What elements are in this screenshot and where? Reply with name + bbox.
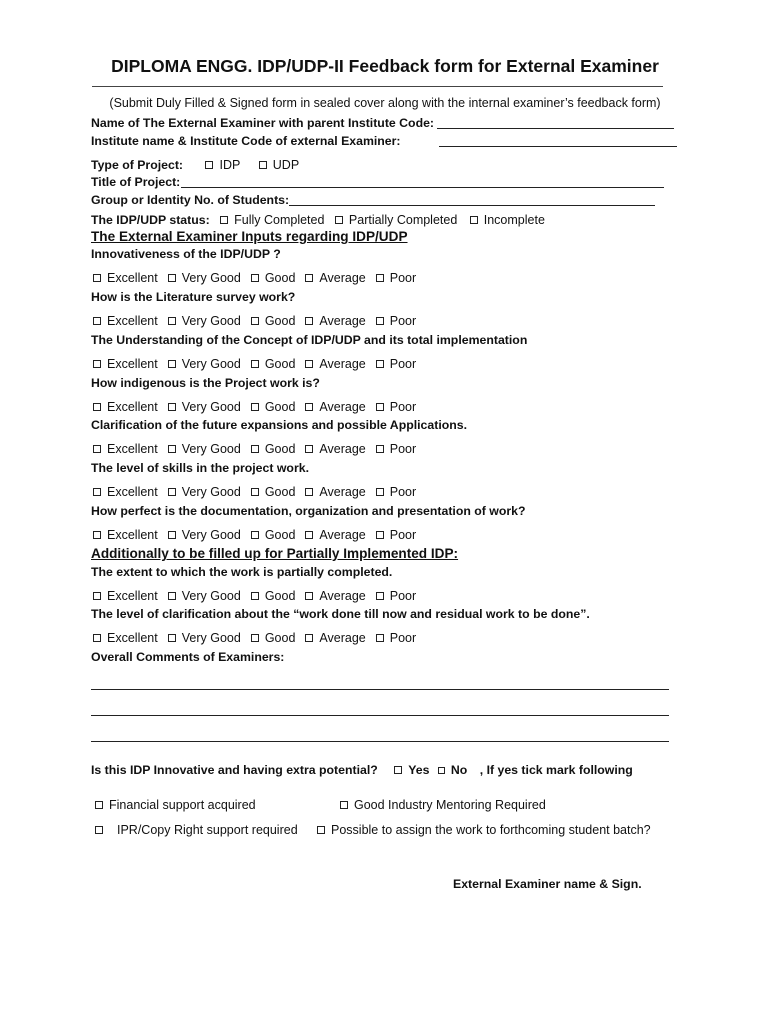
innovative-question: Is this IDP Innovative and having extra potential? bbox=[91, 763, 378, 777]
checkbox-icon bbox=[251, 488, 259, 496]
rating-average-option[interactable]: Average bbox=[305, 314, 365, 328]
rating-poor-option[interactable]: Poor bbox=[376, 271, 416, 285]
comments-line-3[interactable] bbox=[91, 741, 669, 742]
checkbox-icon bbox=[93, 531, 101, 539]
rating-very-good-option[interactable]: Very Good bbox=[168, 485, 241, 499]
checkbox-icon bbox=[376, 592, 384, 600]
if-yes-note: , If yes tick mark following bbox=[479, 763, 633, 777]
submission-note: (Submit Duly Filled & Signed form in sealed cover along with the internal examiner’s feedback form) bbox=[109, 96, 661, 110]
rating-excellent-option[interactable]: Excellent bbox=[93, 357, 158, 371]
rating-poor-option[interactable]: Poor bbox=[376, 589, 416, 603]
rating-good-option[interactable]: Good bbox=[251, 400, 296, 414]
rating-good-option[interactable]: Good bbox=[251, 589, 296, 603]
checkbox-icon bbox=[93, 445, 101, 453]
comments-line-2[interactable] bbox=[91, 715, 669, 716]
rating-average-option[interactable]: Average bbox=[305, 442, 365, 456]
checkbox-no[interactable]: No bbox=[438, 763, 467, 777]
checkbox-icon bbox=[95, 826, 103, 834]
checkbox-icon bbox=[251, 634, 259, 642]
rating-good-option[interactable]: Good bbox=[251, 528, 296, 542]
checkbox-icon bbox=[168, 531, 176, 539]
checkbox-icon bbox=[340, 801, 348, 809]
checkbox-icon bbox=[168, 403, 176, 411]
rating-excellent-option[interactable]: Excellent bbox=[93, 400, 158, 414]
rating-excellent-option[interactable]: Excellent bbox=[93, 528, 158, 542]
rating-average-option[interactable]: Average bbox=[305, 528, 365, 542]
section-heading-inputs: The External Examiner Inputs regarding IDP/UDP bbox=[91, 229, 408, 244]
rating-options-q1 bbox=[93, 271, 416, 285]
rating-good-option[interactable]: Good bbox=[251, 357, 296, 371]
examiner-name-field[interactable] bbox=[437, 128, 674, 129]
question-q7: How perfect is the documentation, organization and presentation of work? bbox=[91, 504, 526, 518]
section-heading-partial: Additionally to be filled up for Partially Implemented IDP: bbox=[91, 546, 459, 561]
checkbox-icon bbox=[305, 445, 313, 453]
question-q2: How is the Literature survey work? bbox=[91, 290, 296, 304]
rating-options-q5 bbox=[93, 442, 416, 456]
checkbox-ipr-support[interactable]: IPR/Copy Right support required bbox=[95, 823, 298, 837]
checkbox-icon bbox=[305, 403, 313, 411]
checkbox-icon bbox=[305, 592, 313, 600]
checkbox-icon bbox=[168, 634, 176, 642]
checkbox-assign-work[interactable]: Possible to assign the work to forthcoming student batch? bbox=[317, 823, 651, 837]
rating-options-q6 bbox=[93, 485, 416, 499]
overall-comments-label: Overall Comments of Examiners: bbox=[91, 650, 285, 664]
checkbox-icon bbox=[376, 445, 384, 453]
checkbox-icon bbox=[376, 403, 384, 411]
signature-label: External Examiner name & Sign. bbox=[453, 877, 642, 891]
checkbox-icon bbox=[305, 488, 313, 496]
rating-poor-option[interactable]: Poor bbox=[376, 485, 416, 499]
checkbox-icon bbox=[305, 531, 313, 539]
checkbox-icon bbox=[376, 317, 384, 325]
rating-good-option[interactable]: Good bbox=[251, 271, 296, 285]
question-partial-q2: The level of clarification about the “work done till now and residual work to be done”. bbox=[91, 607, 590, 621]
checkbox-icon bbox=[470, 216, 478, 224]
checkbox-icon bbox=[168, 274, 176, 282]
rating-options-q7 bbox=[93, 528, 416, 542]
status-label: The IDP/UDP status: bbox=[91, 213, 210, 227]
question-partial-q1: The extent to which the work is partially completed. bbox=[91, 565, 393, 579]
rating-excellent-option[interactable]: Excellent bbox=[93, 485, 158, 499]
examiner-name-label: Name of The External Examiner with parent Institute Code: bbox=[91, 116, 435, 130]
project-type-row bbox=[91, 156, 299, 174]
rating-options-partial-q2 bbox=[93, 631, 416, 645]
rating-average-option[interactable]: Average bbox=[305, 485, 365, 499]
rating-options-partial-q1 bbox=[93, 589, 416, 603]
checkbox-icon bbox=[95, 801, 103, 809]
checkbox-icon bbox=[251, 360, 259, 368]
question-q3: The Understanding of the Concept of IDP/UDP and its total implementation bbox=[91, 333, 528, 347]
rating-very-good-option[interactable]: Very Good bbox=[168, 442, 241, 456]
innovative-row bbox=[91, 761, 633, 779]
rating-poor-option[interactable]: Poor bbox=[376, 528, 416, 542]
question-q1: Innovativeness of the IDP/UDP ? bbox=[91, 247, 281, 261]
checkbox-industry-mentoring[interactable]: Good Industry Mentoring Required bbox=[340, 798, 546, 812]
rating-average-option[interactable]: Average bbox=[305, 271, 365, 285]
checkbox-icon bbox=[251, 403, 259, 411]
rating-average-option[interactable]: Average bbox=[305, 357, 365, 371]
checkbox-icon bbox=[93, 634, 101, 642]
checkbox-icon bbox=[205, 161, 213, 169]
checkbox-icon bbox=[168, 360, 176, 368]
checkbox-icon bbox=[305, 317, 313, 325]
checkbox-icon bbox=[93, 592, 101, 600]
checkbox-icon bbox=[93, 360, 101, 368]
question-q4: How indigenous is the Project work is? bbox=[91, 376, 320, 390]
rating-very-good-option[interactable]: Very Good bbox=[168, 528, 241, 542]
checkbox-icon bbox=[394, 766, 402, 774]
rating-excellent-option[interactable]: Excellent bbox=[93, 271, 158, 285]
rating-excellent-option[interactable]: Excellent bbox=[93, 442, 158, 456]
question-q6: The level of skills in the project work. bbox=[91, 461, 309, 475]
status-row bbox=[91, 211, 545, 229]
rating-poor-option[interactable]: Poor bbox=[376, 314, 416, 328]
checkbox-icon bbox=[93, 274, 101, 282]
rating-very-good-option[interactable]: Very Good bbox=[168, 631, 241, 645]
rating-average-option[interactable]: Average bbox=[305, 631, 365, 645]
question-q5: Clarification of the future expansions and possible Applications. bbox=[91, 418, 468, 432]
checkbox-icon bbox=[305, 274, 313, 282]
group-label: Group or Identity No. of Students: bbox=[91, 193, 290, 207]
institute-field[interactable] bbox=[439, 146, 677, 147]
rating-very-good-option[interactable]: Very Good bbox=[168, 314, 241, 328]
rating-very-good-option[interactable]: Very Good bbox=[168, 357, 241, 371]
checkbox-yes[interactable]: Yes bbox=[394, 763, 429, 777]
rating-poor-option[interactable]: Poor bbox=[376, 357, 416, 371]
rating-good-option[interactable]: Good bbox=[251, 631, 296, 645]
checkbox-icon bbox=[438, 767, 445, 774]
checkbox-icon bbox=[305, 360, 313, 368]
institute-label: Institute name & Institute Code of external Examiner: bbox=[91, 134, 401, 148]
rating-excellent-option[interactable]: Excellent bbox=[93, 314, 158, 328]
comments-line-1[interactable] bbox=[91, 689, 669, 690]
group-field[interactable] bbox=[289, 205, 655, 206]
checkbox-icon bbox=[305, 634, 313, 642]
checkbox-icon bbox=[251, 592, 259, 600]
checkbox-icon bbox=[376, 531, 384, 539]
checkbox-icon bbox=[93, 488, 101, 496]
rating-excellent-option[interactable]: Excellent bbox=[93, 589, 158, 603]
checkbox-icon bbox=[317, 826, 325, 834]
checkbox-icon bbox=[251, 274, 259, 282]
project-type-label: Type of Project: bbox=[91, 158, 184, 172]
rating-very-good-option[interactable]: Very Good bbox=[168, 589, 241, 603]
rating-very-good-option[interactable]: Very Good bbox=[168, 400, 241, 414]
checkbox-icon bbox=[335, 216, 343, 224]
project-title-label: Title of Project: bbox=[91, 175, 181, 189]
checkbox-icon bbox=[93, 317, 101, 325]
rating-average-option[interactable]: Average bbox=[305, 400, 365, 414]
rating-options-q2 bbox=[93, 314, 416, 328]
checkbox-icon bbox=[376, 274, 384, 282]
checkbox-icon bbox=[168, 488, 176, 496]
rating-options-q3 bbox=[93, 357, 416, 371]
checkbox-idp[interactable]: IDP bbox=[205, 158, 240, 172]
checkbox-icon bbox=[376, 634, 384, 642]
checkbox-partially-completed[interactable]: Partially Completed bbox=[335, 213, 457, 227]
checkbox-icon bbox=[251, 531, 259, 539]
checkbox-icon bbox=[376, 360, 384, 368]
form-title: DIPLOMA ENGG. IDP/UDP-II Feedback form for External Examiner bbox=[111, 56, 659, 76]
rating-average-option[interactable]: Average bbox=[305, 589, 365, 603]
project-title-field[interactable] bbox=[181, 187, 664, 188]
rating-very-good-option[interactable]: Very Good bbox=[168, 271, 241, 285]
title-divider bbox=[92, 86, 663, 87]
checkbox-udp[interactable]: UDP bbox=[259, 158, 299, 172]
checkbox-icon bbox=[376, 488, 384, 496]
checkbox-financial-support[interactable]: Financial support acquired bbox=[95, 798, 256, 812]
checkbox-icon bbox=[251, 317, 259, 325]
rating-good-option[interactable]: Good bbox=[251, 442, 296, 456]
checkbox-fully-completed[interactable]: Fully Completed bbox=[220, 213, 324, 227]
checkbox-icon bbox=[220, 216, 228, 224]
checkbox-icon bbox=[251, 445, 259, 453]
checkbox-icon bbox=[168, 592, 176, 600]
checkbox-icon bbox=[259, 161, 267, 169]
rating-options-q4 bbox=[93, 400, 416, 414]
rating-poor-option[interactable]: Poor bbox=[376, 400, 416, 414]
rating-excellent-option[interactable]: Excellent bbox=[93, 631, 158, 645]
rating-good-option[interactable]: Good bbox=[251, 314, 296, 328]
rating-good-option[interactable]: Good bbox=[251, 485, 296, 499]
rating-poor-option[interactable]: Poor bbox=[376, 442, 416, 456]
checkbox-incomplete[interactable]: Incomplete bbox=[470, 213, 545, 227]
checkbox-icon bbox=[168, 445, 176, 453]
checkbox-icon bbox=[93, 403, 101, 411]
checkbox-icon bbox=[168, 317, 176, 325]
rating-poor-option[interactable]: Poor bbox=[376, 631, 416, 645]
